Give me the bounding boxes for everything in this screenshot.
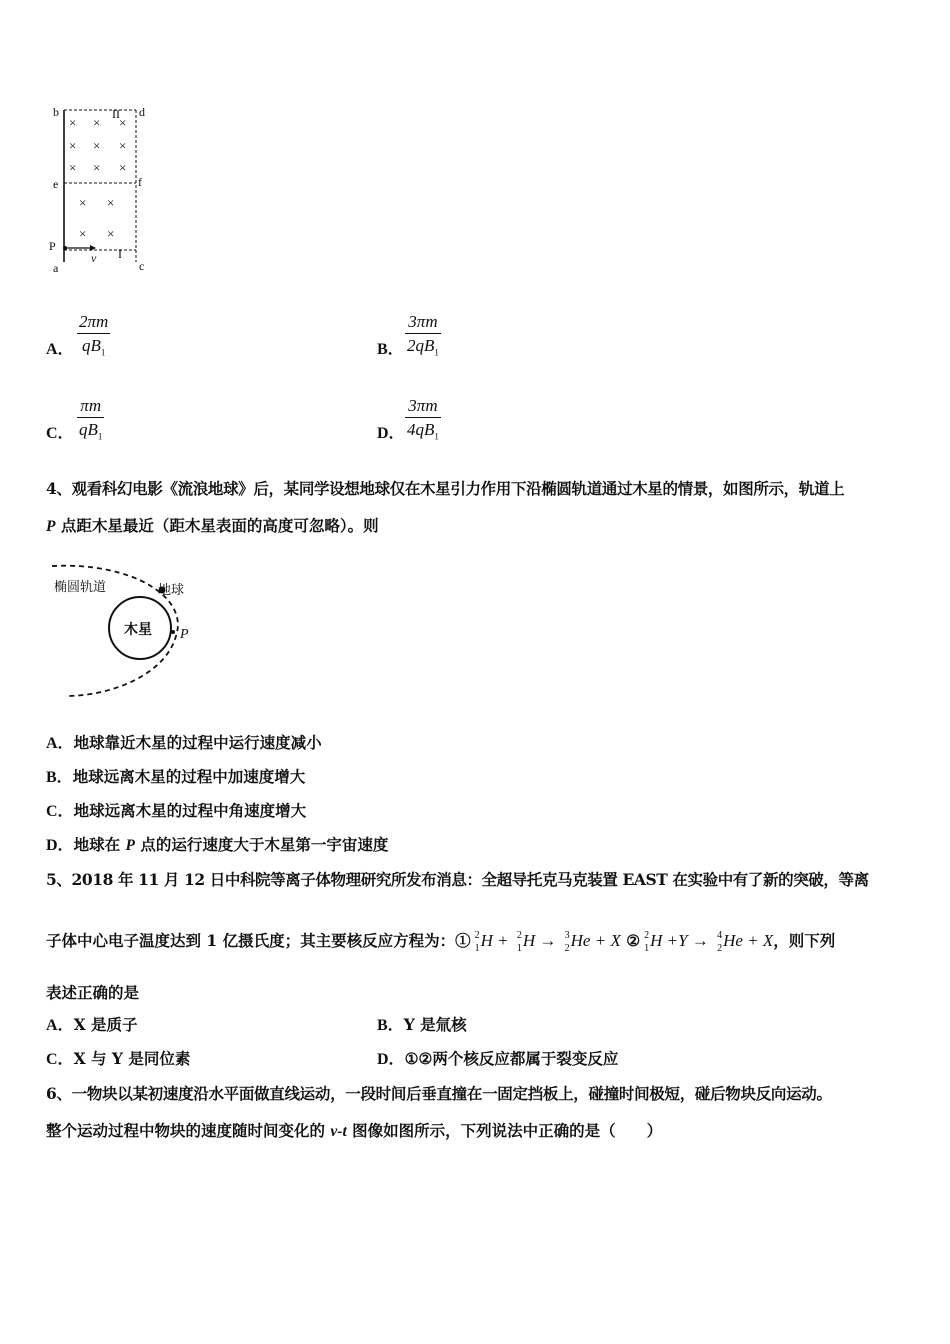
q3-option-c-fraction[interactable] xyxy=(77,395,104,448)
q5-stem-line2: 子体中心电子温度达到 1 亿摄氏度；其主要核反应方程为：① 2 1 H + 2 1 H → 3 2 He + X ② 2 1 H +Y → 4 2 He + X，则下列 xyxy=(46,930,836,954)
magnetic-field-figure xyxy=(44,100,164,280)
q4-stem-line2: P 点距木星最近（距木星表面的高度可忽略）。则 xyxy=(46,516,379,535)
label-P: P xyxy=(49,239,56,253)
field-cross: × xyxy=(69,138,77,153)
fraction-numerator: 3πm xyxy=(408,396,438,415)
reaction-equation-1: 2 1 H + 2 1 H → 3 2 He + X xyxy=(474,930,621,954)
q3-option-d-letter: D． xyxy=(377,425,405,442)
field-cross: × xyxy=(93,138,101,153)
label-d: d xyxy=(139,105,145,119)
field-cross: × xyxy=(107,195,115,210)
jupiter-label: 木星 xyxy=(124,623,152,638)
label-e: e xyxy=(53,177,59,191)
field-cross: × xyxy=(93,160,101,175)
q5-option-a[interactable]: A．X 是质子 xyxy=(46,1015,138,1034)
label-c: c xyxy=(139,259,145,273)
label-b: b xyxy=(53,105,59,119)
q4-option-b[interactable]: B．地球远离木星的过程中加速度增大 xyxy=(46,767,306,786)
label-a: a xyxy=(53,261,59,275)
q4-option-a[interactable]: A．地球靠近木星的过程中运行速度减小 xyxy=(46,733,322,752)
q5-stem-line3: 表述正确的是 xyxy=(46,983,140,1002)
q5-option-d[interactable]: D．①②两个核反应都属于裂变反应 xyxy=(377,1049,619,1068)
q3-option-b-fraction[interactable] xyxy=(405,311,441,364)
label-I: I xyxy=(118,247,122,261)
field-cross: × xyxy=(107,226,115,241)
fraction-numerator: πm xyxy=(80,396,102,415)
q3-option-a-fraction[interactable] xyxy=(77,311,110,364)
field-cross: × xyxy=(79,195,87,210)
label-f: f xyxy=(138,175,142,189)
q3-option-b-letter: B． xyxy=(377,341,404,358)
fraction-denominator: $2qB_1$ xyxy=(405,333,441,364)
jupiter-orbit-figure xyxy=(44,558,214,704)
field-cross: × xyxy=(69,115,77,130)
field-cross: × xyxy=(119,160,127,175)
field-cross: × xyxy=(79,226,87,241)
p-label: P xyxy=(180,627,189,642)
fraction-denominator: $qB_1$ xyxy=(77,333,110,364)
orbit-label: 椭圆轨道 xyxy=(54,579,107,594)
field-cross: × xyxy=(119,115,127,130)
q6-stem-line1: 6、一物块以某初速度沿水平面做直线运动，一段时间后垂直撞在一固定挡板上，碰撞时间极短，碰后物块反向运动。 xyxy=(46,1084,832,1103)
label-v: v xyxy=(91,251,97,265)
q4-option-d[interactable]: D．地球在 P 点的运行速度大于木星第一宇宙速度 xyxy=(46,835,389,854)
q6-stem-line2: 整个运动过程中物块的速度随时间变化的 v-t 图像如图所示，下列说法中正确的是（ ） xyxy=(46,1121,663,1140)
label-II: II xyxy=(112,107,120,121)
earth-label: 地球 xyxy=(158,582,185,597)
q3-option-d-fraction[interactable] xyxy=(405,395,441,448)
fraction-denominator: $qB_1$ xyxy=(77,417,104,448)
fraction-numerator: 2πm xyxy=(79,312,109,331)
reaction-equation-2: 2 1 H +Y → 4 2 He + X xyxy=(644,930,774,954)
field-cross: × xyxy=(119,138,127,153)
q4-stem-line1: 4、观看科幻电影《流浪地球》后，某同学设想地球仅在木星引力作用下沿椭圆轨道通过木星的情景，如图所示，轨道上 xyxy=(46,479,845,498)
field-cross: × xyxy=(93,115,101,130)
q3-option-c-letter: C． xyxy=(46,425,74,442)
fraction-numerator: 3πm xyxy=(408,312,438,331)
q4-option-c[interactable]: C．地球远离木星的过程中角速度增大 xyxy=(46,801,307,820)
q5-option-b[interactable]: B．Y 是氚核 xyxy=(377,1015,467,1034)
q3-option-a-letter: A． xyxy=(46,341,74,358)
field-cross: × xyxy=(69,160,77,175)
fraction-denominator: $4qB_1$ xyxy=(405,417,441,448)
q5-option-c[interactable]: C．X 与 Y 是同位素 xyxy=(46,1049,191,1068)
q5-stem-line1: 5、2018 年 11 月 12 日中科院等离子体物理研究所发布消息：全超导托克马克装置 EAST 在实验中有了新的突破，等离 xyxy=(46,870,869,889)
